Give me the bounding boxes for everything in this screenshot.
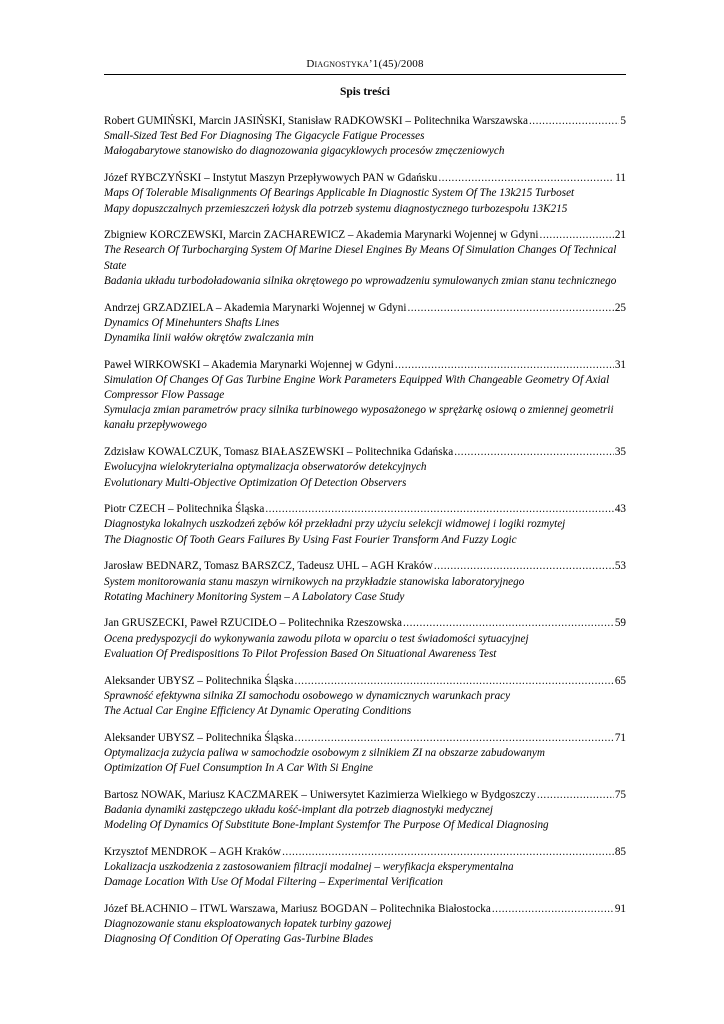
entry-page-number: 35 xyxy=(614,446,626,459)
entry-title: The Actual Car Engine Efficiency At Dynamic Operating Conditions xyxy=(104,705,412,717)
dot-leader xyxy=(454,445,614,460)
entry-page-number: 25 xyxy=(614,301,626,314)
toc-entry xyxy=(104,674,626,720)
entry-heading xyxy=(104,674,626,689)
dot-leader xyxy=(282,845,614,860)
entry-page-number: 43 xyxy=(614,503,626,516)
entry-title: Ocena predyspozycji do wykonywania zawodu pilota w oparciu o test świadomości sytuacyjnej xyxy=(104,632,529,645)
entry-title: Evolutionary Multi-Objective Optimization Of Detection Observers xyxy=(104,476,407,489)
entry-heading xyxy=(104,358,626,373)
entry-page-number: 85 xyxy=(614,845,626,858)
toc-entry xyxy=(104,228,626,289)
entry-authors: Andrzej GRZADZIELA – Akademia Marynarki Wojennej w Gdyni xyxy=(104,301,407,314)
entry-title: Optymalizacja zużycia paliwa w samochodzie osobowym z silnikiem ZI na obszarze zabudowanym xyxy=(104,746,545,759)
entry-title: Small-Sized Test Bed For Diagnosing The Gigacycle Fatigue Processes xyxy=(104,130,425,143)
entry-heading xyxy=(104,616,626,631)
entry-heading xyxy=(104,114,626,129)
dot-leader xyxy=(438,171,614,186)
entry-authors: Zbigniew KORCZEWSKI, Marcin ZACHAREWICZ – Akademia Marynarki Wojennej w Gdyni xyxy=(104,229,539,242)
toc-entry xyxy=(104,114,626,160)
entry-page-number: 31 xyxy=(614,358,626,371)
toc-entries xyxy=(104,114,626,959)
entry-authors: Bartosz NOWAK, Mariusz KACZMAREK – Uniwersytet Kazimierza Wielkiego w Bydgoszczy xyxy=(104,788,536,801)
toc-entry xyxy=(104,616,626,662)
entry-title: Maps Of Tolerable Misalignments Of Bearings Applicable In Diagnostic System Of The 13k215 Turboset xyxy=(104,187,575,200)
entry-authors: Krzysztof MENDROK – AGH Kraków xyxy=(104,845,282,858)
entry-authors: Jan GRUSZECKI, Paweł RZUCIDŁO – Politechnika Rzeszowska xyxy=(104,617,402,630)
entry-title: Evaluation Of Predispositions To Pilot Profession Based On Situational Awareness Test xyxy=(104,647,497,660)
entry-title: Rotating Machinery Monitoring System – A Labolatory Case Study xyxy=(104,590,405,603)
entry-title: Mapy dopuszczalnych przemieszczeń łożysk dla potrzeb systemu diagnostycznego turbozespołu 13K215 xyxy=(104,202,568,215)
entry-authors: Józef BŁACHNIO – ITWL Warszawa, Mariusz BOGDAN – Politechnika Białostocka xyxy=(104,903,491,916)
header-rule xyxy=(104,74,626,75)
journal-name: Diagnostyka xyxy=(306,58,369,70)
entry-title: Ewolucyjna wielokryterialna optymalizacja obserwatorów detekcyjnych xyxy=(104,461,427,474)
toc-entry xyxy=(104,301,626,347)
toc-entry xyxy=(104,902,626,948)
entry-authors: Zdzisław KOWALCZUK, Tomasz BIAŁASZEWSKI – Politechnika Gdańska xyxy=(104,446,454,459)
entry-authors: Jarosław BEDNARZ, Tomasz BARSZCZ, Tadeusz UHL – AGH Kraków xyxy=(104,560,433,573)
running-header xyxy=(104,58,626,70)
dot-leader xyxy=(492,902,614,917)
entry-heading xyxy=(104,731,626,746)
entry-heading xyxy=(104,171,626,186)
entry-title: Modeling Of Dynamics Of Substitute Bone-Implant Systemfor The Purpose Of Medical Diagnosing xyxy=(104,819,549,832)
dot-leader xyxy=(295,731,614,746)
toc-entry xyxy=(104,445,626,491)
toc-entry xyxy=(104,358,626,434)
toc-title: Spis treści xyxy=(340,86,390,98)
dot-leader xyxy=(403,616,614,631)
entry-title: Badania układu turbodoładowania silnika okrętowego po wprowadzeniu symulowanych zmian stanu technicznego xyxy=(104,274,617,287)
entry-title: Damage Location With Use Of Modal Filtering – Experimental Verification xyxy=(104,876,443,889)
entry-title: Dynamics Of Minehunters Shafts Lines xyxy=(104,316,280,329)
entry-title: Diagnosing Of Condition Of Operating Gas-Turbine Blades xyxy=(104,933,374,946)
dot-leader xyxy=(407,301,613,316)
dot-leader xyxy=(529,114,619,129)
entry-title: Symulacja zmian parametrów pracy silnika turbinowego wyposażonego w sprężarkę osiową o zmiennej geometrii kanału przepływowego xyxy=(104,404,614,432)
entry-title: Badania dynamiki zastępczego układu kość-implant dla potrzeb diagnostyki medycznej xyxy=(104,804,494,817)
entry-authors: Aleksander UBYSZ – Politechnika Śląska xyxy=(104,674,294,687)
dot-leader xyxy=(295,674,614,689)
entry-heading xyxy=(104,301,626,316)
dot-leader xyxy=(434,559,614,574)
entry-title: Diagnostyka lokalnych uszkodzeń zębów kół przekładni przy użyciu selekcji widmowej i logiki rozmytej xyxy=(104,518,566,531)
toc-entry xyxy=(104,731,626,777)
dot-leader xyxy=(540,228,614,243)
toc-entry xyxy=(104,171,626,217)
entry-heading xyxy=(104,502,626,517)
entry-heading xyxy=(104,228,626,243)
entry-title: Diagnozowanie stanu eksploatowanych łopatek turbiny gazowej xyxy=(104,918,392,931)
entry-heading xyxy=(104,845,626,860)
entry-page-number: 21 xyxy=(614,229,626,242)
entry-title: Małogabarytowe stanowisko do diagnozowania gigacyklowych procesów zmęczeniowych xyxy=(104,145,505,158)
entry-authors: Piotr CZECH – Politechnika Śląska xyxy=(104,503,265,516)
toc-entry xyxy=(104,559,626,605)
toc-entry xyxy=(104,845,626,891)
dot-leader xyxy=(265,502,613,517)
entry-authors: Józef RYBCZYŃSKI – Instytut Maszyn Przepływowych PAN w Gdańsku xyxy=(104,172,438,185)
entry-page-number: 65 xyxy=(614,674,626,687)
entry-heading xyxy=(104,902,626,917)
entry-heading xyxy=(104,559,626,574)
entry-title: Optimization Of Fuel Consumption In A Car With Si Engine xyxy=(104,762,374,775)
entry-title: Simulation Of Changes Of Gas Turbine Engine Work Parameters Equipped With Changeable Geometry Of Axial Compressor Flow Passage xyxy=(104,373,610,402)
entry-page-number: 91 xyxy=(614,903,626,916)
dot-leader xyxy=(537,788,614,803)
entry-authors: Robert GUMIŃSKI, Marcin JASIŃSKI, Stanisław RADKOWSKI – Politechnika Warszawska xyxy=(104,115,528,127)
entry-page-number: 53 xyxy=(614,560,626,573)
entry-heading xyxy=(104,788,626,803)
entry-page-number: 11 xyxy=(615,172,626,185)
toc-entry xyxy=(104,502,626,548)
entry-authors: Paweł WIRKOWSKI – Akademia Marynarki Wojennej w Gdyni xyxy=(104,358,394,371)
toc-entry xyxy=(104,788,626,834)
entry-page-number: 5 xyxy=(620,115,626,127)
entry-title: Sprawność efektywna silnika ZI samochodu osobowego w dynamicznych warunkach pracy xyxy=(104,689,511,702)
journal-issue: ’1(45)/2008 xyxy=(368,58,424,70)
dot-leader xyxy=(395,358,614,373)
entry-authors: Aleksander UBYSZ – Politechnika Śląska xyxy=(104,731,294,744)
entry-page-number: 59 xyxy=(614,617,626,630)
entry-title: The Diagnostic Of Tooth Gears Failures By Using Fast Fourier Transform And Fuzzy Logic xyxy=(104,533,517,546)
entry-page-number: 71 xyxy=(614,731,626,744)
entry-page-number: 75 xyxy=(614,788,626,801)
entry-title: Dynamika linii wałów okrętów zwalczania min xyxy=(104,331,314,344)
entry-title: The Research Of Turbocharging System Of Marine Diesel Engines By Means Of Simulation Changes Of Technical State xyxy=(104,244,617,272)
entry-heading xyxy=(104,445,626,460)
entry-title: System monitorowania stanu maszyn wirnikowych na przykładzie stanowiska laboratoryjnego xyxy=(104,575,525,588)
entry-title: Lokalizacja uszkodzenia z zastosowaniem filtracji modalnej – weryfikacja eksperymentalna xyxy=(104,861,514,874)
